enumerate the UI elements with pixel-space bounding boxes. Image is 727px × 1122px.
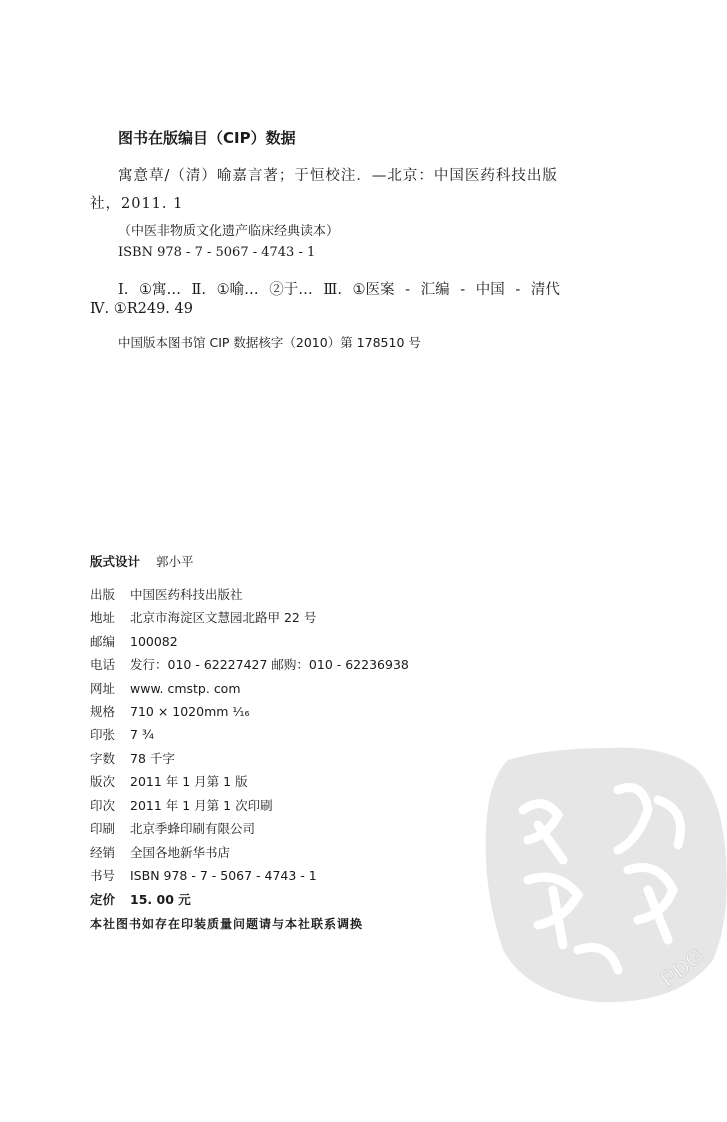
pdg-watermark-seal [468,740,727,1010]
info-key: 经销 [90,845,116,860]
info-value: 全国各地新华书店 [130,845,231,860]
info-value: www. cmstp. com [130,681,241,696]
info-value: ISBN 978 - 7 - 5067 - 4743 - 1 [130,868,317,883]
watermark-text: PDG [655,942,709,992]
info-key: 印刷 [90,821,116,836]
info-key: 书号 [90,868,116,883]
info-row [90,725,154,743]
cip-book-entry: 寓意草/（清）喻嘉言著；于恒校注．—北京：中国医药科技出版 [118,168,558,184]
info-row [90,679,241,697]
info-value: 15. 00 元 [130,892,191,907]
info-key: 印次 [90,798,116,813]
cip-library-record: 中国版本图书馆 CIP 数据核字（2010）第 178510 号 [118,335,421,350]
design-name: 郭小平 [156,554,194,569]
info-key: 电话 [90,657,116,672]
cip-classification: Ⅰ. ①寓… Ⅱ. ①喻… ②于… Ⅲ. ①医案 - 汇编 - 中国 - 清代 [118,282,560,298]
info-value: 北京市海淀区文慧园北路甲 22 号 [130,610,317,625]
info-row [90,702,250,720]
cip-classification-number: Ⅳ. ①R249. 49 [90,301,193,317]
info-row [90,819,255,837]
info-key: 网址 [90,681,116,696]
info-row [90,632,178,650]
info-row [90,843,230,861]
layout-design-credit [90,552,194,570]
info-key: 印张 [90,727,116,742]
cip-title: 图书在版编目（CIP）数据 [118,129,296,147]
info-row [90,608,316,626]
info-row [90,866,317,884]
info-key: 出版 [90,587,116,602]
info-value: 78 千字 [130,751,175,766]
info-key: 规格 [90,704,116,719]
info-key: 字数 [90,751,116,766]
info-value: 100082 [130,634,178,649]
cip-isbn: ISBN 978 - 7 - 5067 - 4743 - 1 [118,245,316,260]
info-value: 2011 年 1 月第 1 版 [130,774,248,789]
info-value: 7 ¾ [130,727,155,742]
info-row [90,585,243,603]
info-value: 2011 年 1 月第 1 次印刷 [130,798,273,813]
info-value: 中国医药科技出版社 [130,587,243,602]
info-key: 地址 [90,610,116,625]
info-value: 发行：010 - 62227427 邮购：010 - 62236938 [130,657,409,672]
quality-notice: 本社图书如存在印装质量问题请与本社联系调换 [90,917,364,931]
info-row [90,655,409,673]
info-key: 定价 [90,892,116,907]
info-value: 710 × 1020mm ¹⁄₁₆ [130,704,250,719]
info-key: 版次 [90,774,116,789]
cip-book-entry-cont: 社，2011. 1 [90,196,184,212]
info-key: 邮编 [90,634,116,649]
info-row [90,772,248,790]
design-label: 版式设计 [90,554,141,569]
info-row [90,796,273,814]
info-value: 北京季蜂印刷有限公司 [130,821,256,836]
info-row [90,749,175,767]
cip-series: （中医非物质文化遗产临床经典读本） [118,224,340,239]
info-row [90,890,191,908]
